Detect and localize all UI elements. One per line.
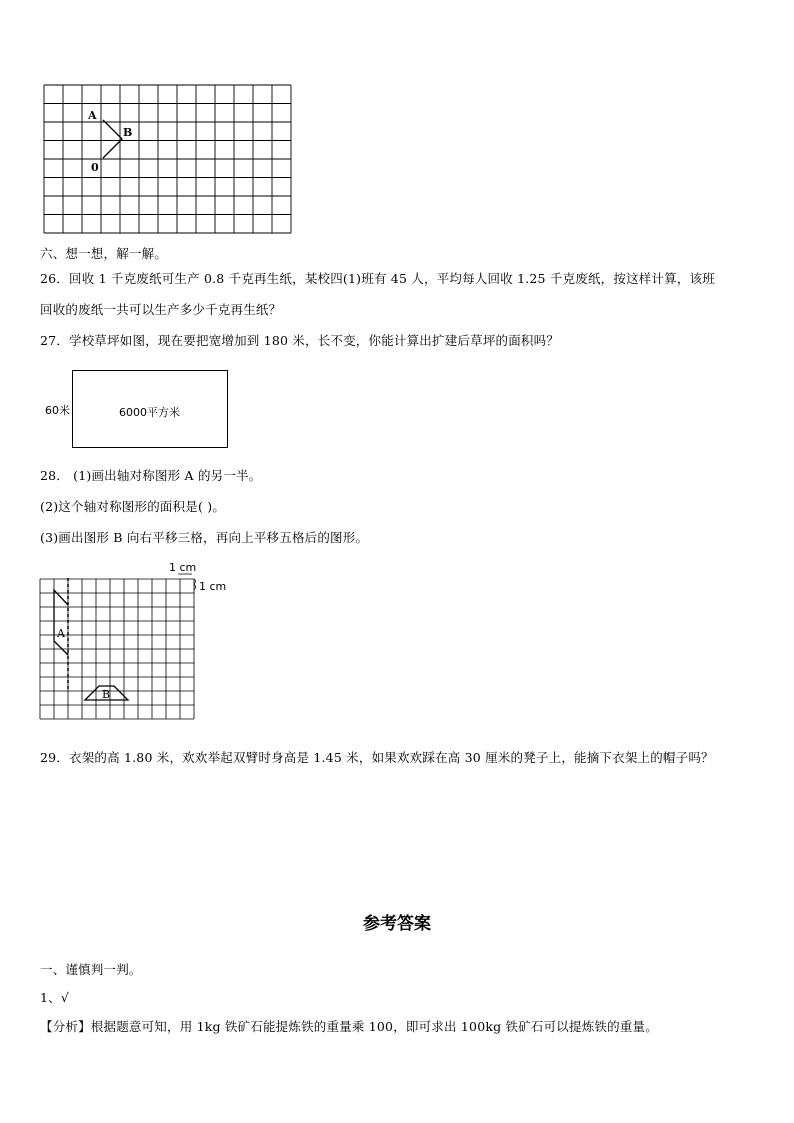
top-grid-figure	[40, 82, 302, 234]
scale-horizontal: 1 cm	[169, 561, 197, 574]
answers-section1: 一、谨慎判一判。	[40, 962, 142, 977]
q29-text: 29．衣架的高 1.80 米，欢欢举起双臂时身高是 1.45 米，如果欢欢踩在高 30 厘米的凳子上，能摘下衣架上的帽子吗？	[40, 750, 714, 765]
scale-brace	[178, 574, 196, 590]
shape-abo	[103, 120, 122, 158]
scale-vertical: 1 cm	[199, 580, 227, 593]
answers-analysis: 【分析】根据题意可知，用 1kg 铁矿石能提炼铁的重量乘 100，即可求出 100kg 铁矿石可以提炼铁的重量。	[40, 1019, 658, 1034]
answers-title: 参考答案	[363, 914, 431, 934]
q28-part3: (3)画出图形 B 向右平移三格，再向上平移五格后的图形。	[40, 530, 369, 545]
shape-a-half	[54, 590, 68, 655]
label-b: B	[123, 126, 133, 139]
lawn-rectangle	[72, 370, 228, 448]
q26-line2: 回收的废纸一共可以生产多少千克再生纸？	[40, 302, 282, 317]
label-a: A	[88, 109, 97, 122]
label-o: 0	[91, 161, 99, 174]
label-b: B	[102, 688, 111, 701]
grid-lines	[44, 85, 291, 233]
q26-line1: 26．回收 1 千克废纸可生产 0.8 千克再生纸，某校四(1)班有 45 人，平均每人回收 1.25 千克废纸，按这样计算，该班	[40, 271, 715, 286]
q28-grid-figure	[36, 560, 246, 736]
q27-text: 27．学校草坪如图，现在要把宽增加到 180 米，长不变，你能计算出扩建后草坪的面积吗？	[40, 333, 560, 348]
q28-part2: (2)这个轴对称图形的面积是( )。	[40, 499, 226, 514]
section6-heading: 六、想一想，解一解。	[40, 246, 168, 261]
label-a: A	[57, 627, 65, 640]
lawn-side-label: 60米	[45, 404, 70, 417]
lawn-area-label: 6000平方米	[119, 406, 180, 419]
q28-part1: 28． (1)画出轴对称图形 A 的另一半。	[40, 468, 262, 483]
answers-item1: 1、√	[40, 990, 70, 1005]
lawn-figure	[40, 368, 240, 450]
